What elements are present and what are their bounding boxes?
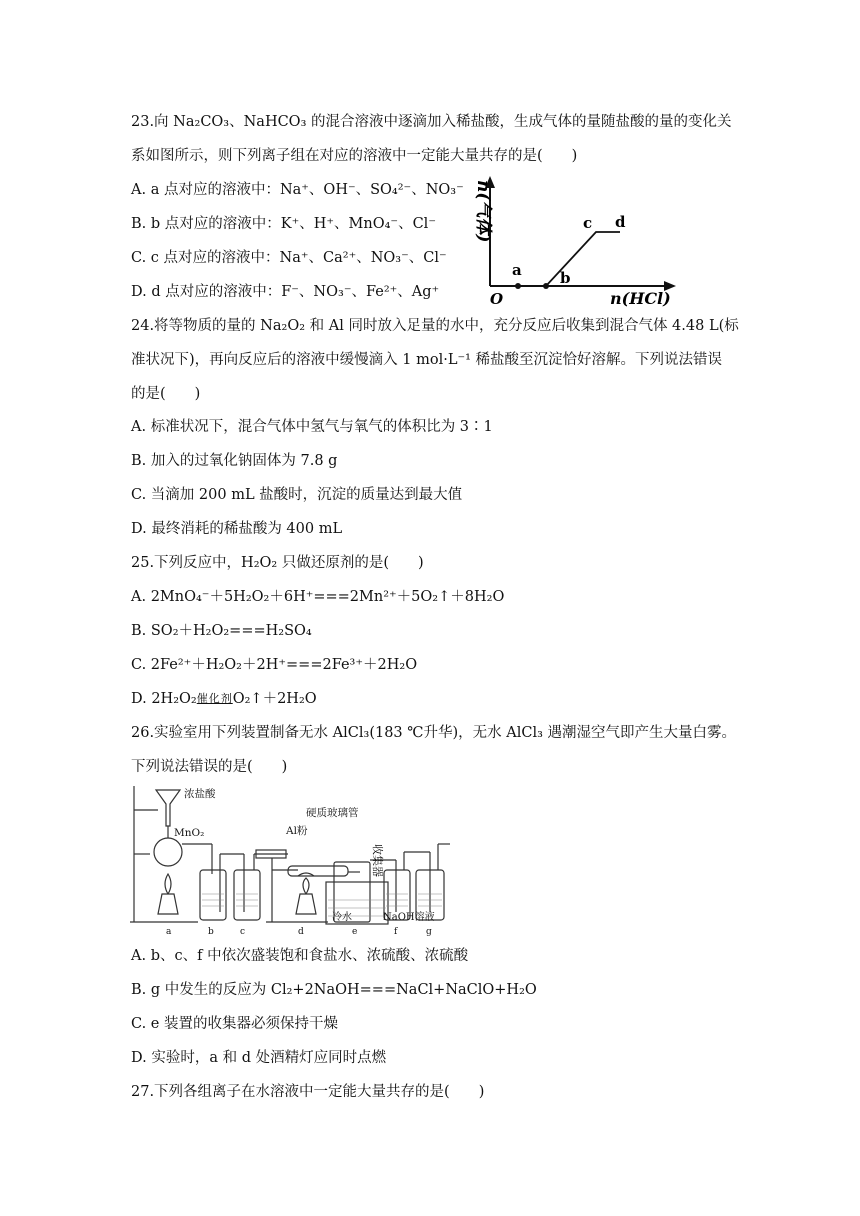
label-letter-b: b <box>208 927 214 937</box>
label-mno2: MnO₂ <box>174 827 205 839</box>
q26-apparatus-diagram <box>128 782 458 937</box>
q27-stem: 27.下列各组离子在水溶液中一定能大量共存的是( ) <box>131 1084 485 1100</box>
label-al-powder: Al粉 <box>286 825 308 837</box>
q24-stem-line2: 准状况下)，再向反应后的溶液中缓慢滴入 1 mol·L⁻¹ 稀盐酸至沉淀恰好溶解。下列说法错误 <box>131 352 723 368</box>
point-b-label: b <box>560 269 571 287</box>
point-a-dot <box>515 283 521 289</box>
q26-option-c: C. e 装置的收集器必须保持干燥 <box>131 1016 338 1032</box>
x-axis-label: n(HCl) <box>610 289 671 308</box>
label-hard-glass-tube: 硬质玻璃管 <box>306 807 359 819</box>
q25-stem: 25.下列反应中，H₂O₂ 只做还原剂的是( ) <box>131 555 424 571</box>
label-cold-water: 冷水 <box>332 912 352 923</box>
q25-option-d <box>131 689 317 709</box>
label-letter-g: g <box>426 927 432 937</box>
q26-stem-line2: 下列说法错误的是( ) <box>131 759 288 775</box>
q23-stem-line1: 23.向 Na₂CO₃、NaHCO₃ 的混合溶液中逐滴加入稀盐酸，生成气体的量随盐酸的量的变化关 <box>131 114 732 130</box>
q24-option-c: C. 当滴加 200 mL 盐酸时，沉淀的质量达到最大值 <box>131 487 463 503</box>
point-a-label: a <box>512 261 522 279</box>
q23-option-c: C. c 点对应的溶液中：Na⁺、Ca²⁺、NO₃⁻、Cl⁻ <box>131 250 447 266</box>
label-letter-e: e <box>352 927 358 937</box>
q26-option-a: A. b、c、f 中依次盛装饱和食盐水、浓硫酸、浓硫酸 <box>131 948 469 964</box>
origin-label: O <box>490 290 504 308</box>
point-c-label: c <box>583 214 593 232</box>
q23-stem-line2: 系如图所示，则下列离子组在对应的溶液中一定能大量共存的是( ) <box>131 148 578 164</box>
label-conc-hcl: 浓盐酸 <box>184 788 216 800</box>
q24-stem-line3: 的是( ) <box>131 386 201 402</box>
label-letter-d: d <box>298 927 304 937</box>
q26-stem-line1: 26.实验室用下列装置制备无水 AlCl₃(183 ℃升华)，无水 AlCl₃ 遇潮湿空气即产生大量白雾。 <box>131 725 737 741</box>
label-letter-f: f <box>394 927 398 937</box>
y-axis-label: n(气体) <box>473 180 493 243</box>
q25-option-c: C. 2Fe²⁺＋H₂O₂＋2H⁺===2Fe³⁺＋2H₂O <box>131 657 418 673</box>
q25-option-a: A. 2MnO₄⁻＋5H₂O₂＋6H⁺===2Mn²⁺＋5O₂↑＋8H₂O <box>131 589 505 605</box>
label-collector: 收集器 <box>371 844 384 877</box>
q24-option-d: D. 最终消耗的稀盐酸为 400 mL <box>131 521 343 537</box>
q25-d-products: O₂↑＋2H₂O <box>232 691 317 707</box>
point-b-dot <box>543 283 549 289</box>
q23-option-a: A. a 点对应的溶液中：Na⁺、OH⁻、SO₄²⁻、NO₃⁻ <box>131 182 464 198</box>
q26-option-d: D. 实验时，a 和 d 处酒精灯应同时点燃 <box>131 1050 387 1066</box>
point-d-label: d <box>615 213 626 231</box>
catalyst-label: 催化剂 <box>196 692 233 705</box>
label-letter-a: a <box>166 927 172 937</box>
q24-option-b: B. 加入的过氧化钠固体为 7.8 g <box>131 453 338 469</box>
q25-option-b: B. SO₂＋H₂O₂===H₂SO₄ <box>131 623 312 639</box>
q23-gas-graph <box>470 170 690 310</box>
label-letter-c: c <box>240 927 246 937</box>
q24-option-a: A. 标准状况下，混合气体中氢气与氧气的体积比为 3∶1 <box>131 419 493 435</box>
gas-curve <box>490 232 620 286</box>
q23-option-d: D. d 点对应的溶液中：F⁻、NO₃⁻、Fe²⁺、Ag⁺ <box>131 284 440 300</box>
q26-option-b: B. g 中发生的反应为 Cl₂+2NaOH===NaCl+NaClO+H₂O <box>131 982 537 998</box>
q25-d-reactant: D. 2H₂O₂ <box>131 691 197 707</box>
q24-stem-line1: 24.将等物质的量的 Na₂O₂ 和 Al 同时放入足量的水中，充分反应后收集到混合气体 4.48 L(标 <box>131 318 739 334</box>
label-naoh-solution: NaOH溶液 <box>383 912 435 923</box>
q23-option-b: B. b 点对应的溶液中：K⁺、H⁺、MnO₄⁻、Cl⁻ <box>131 216 436 232</box>
